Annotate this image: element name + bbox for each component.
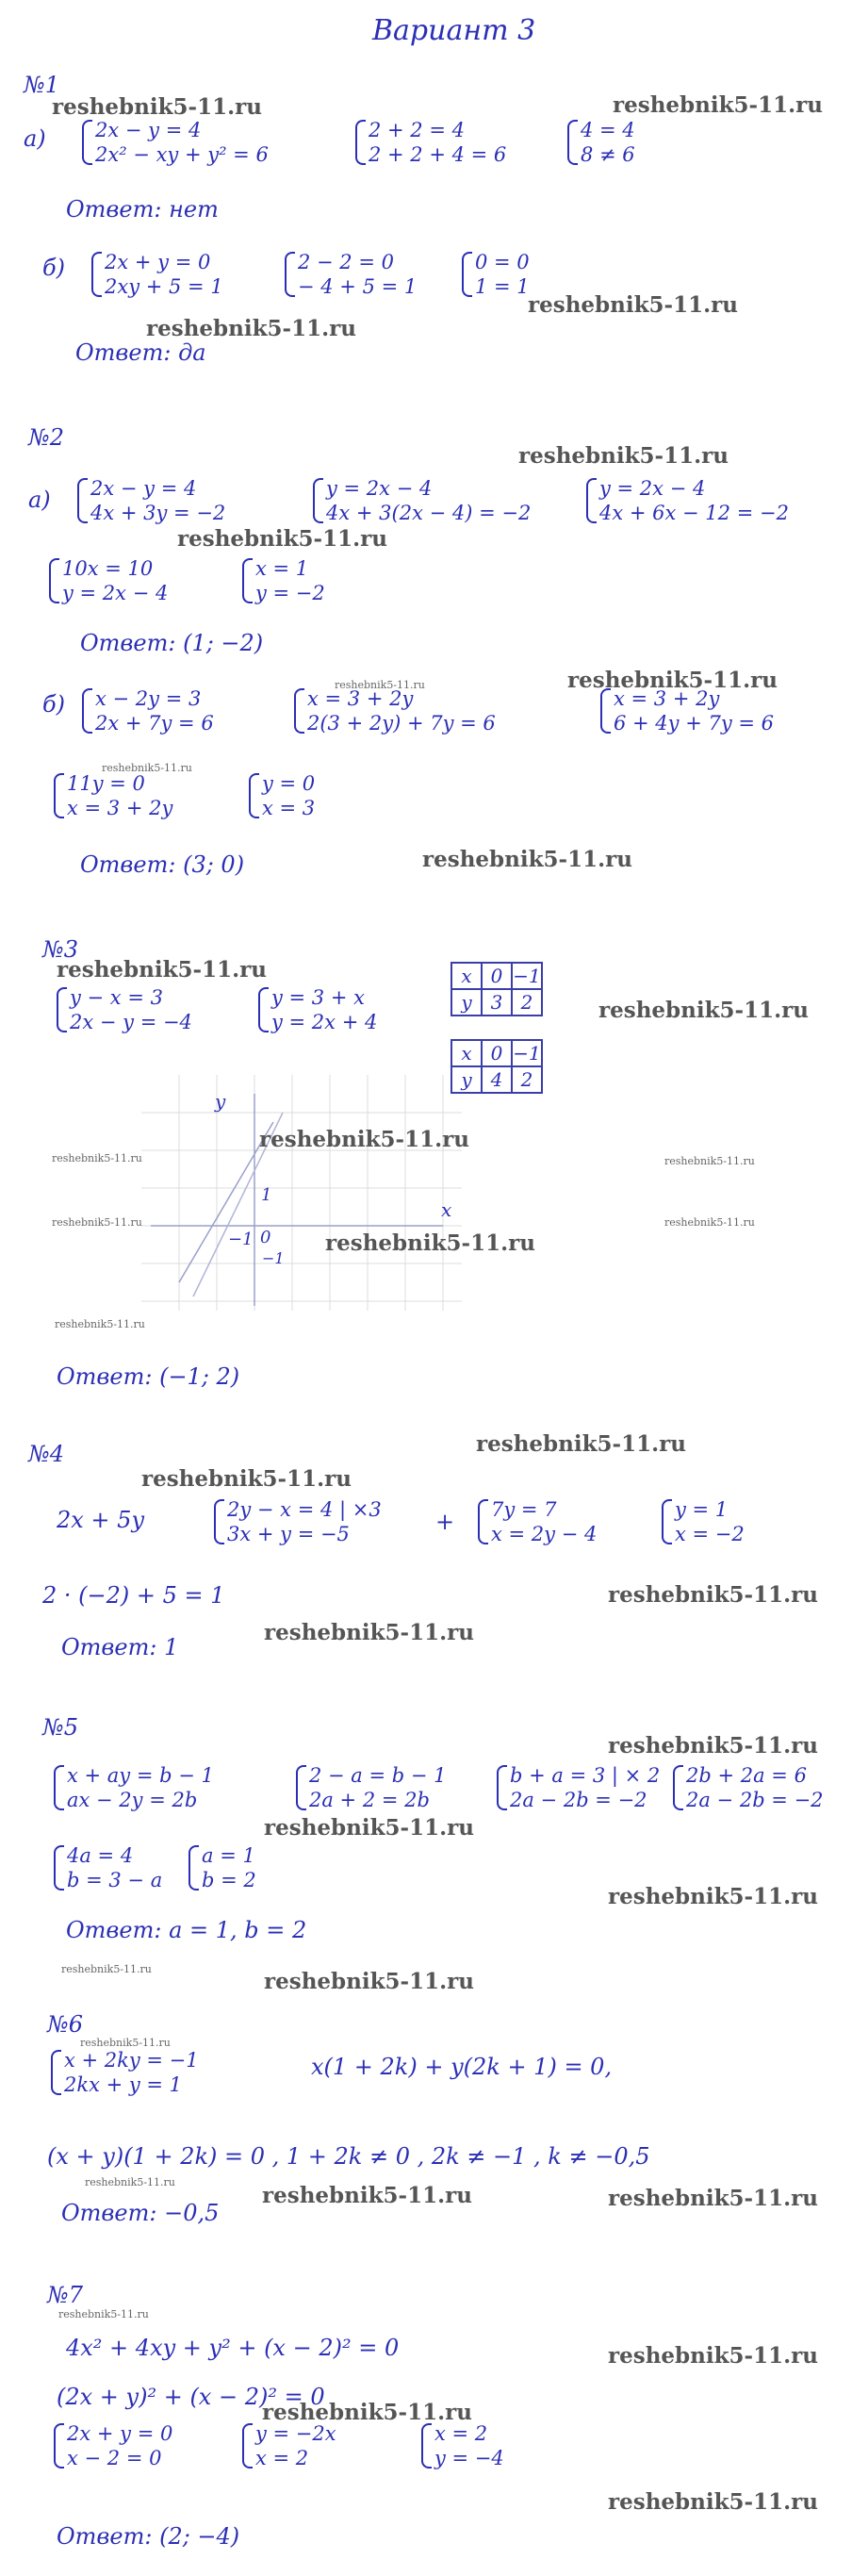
part-a-label: а) [28, 487, 51, 513]
watermark-small: reshebnik5-11.ru [58, 2308, 149, 2320]
watermark-small: reshebnik5-11.ru [664, 1155, 755, 1167]
part-b-label: б) [42, 255, 66, 281]
part-a-label: а) [24, 125, 46, 152]
system-3-1: y − x = 3 2x − y = −4 [55, 985, 192, 1034]
watermark: reshebnik5-11.ru [608, 2489, 818, 2515]
system-4-1: 2y − x = 4 | ×3 3x + y = −5 [212, 1497, 382, 1546]
watermark: reshebnik5-11.ru [325, 1230, 535, 1256]
system-2a-4: 10x = 10 y = 2x − 4 [47, 556, 168, 605]
problem-6-number: №6 [47, 2011, 83, 2038]
problem-5-number: №5 [42, 1714, 78, 1741]
answer-2a: Ответ: (1; −2) [80, 630, 264, 656]
graph-grid [141, 1075, 462, 1311]
origin-label: 0 [260, 1228, 271, 1247]
watermark: reshebnik5-11.ru [476, 1431, 686, 1457]
watermark: reshebnik5-11.ru [422, 847, 632, 872]
watermark: reshebnik5-11.ru [613, 92, 823, 118]
problem-7-number: №7 [47, 2282, 83, 2308]
part-b-label: б) [42, 691, 66, 718]
watermark-small: reshebnik5-11.ru [85, 2176, 175, 2188]
system-3-2: y = 3 + x y = 2x + 4 [256, 985, 377, 1034]
equation-line-2: (x + y)(1 + 2k) = 0 , 1 + 2k ≠ 0 , 2k ≠ −1 , k ≠ −0,5 [47, 2143, 650, 2170]
system-5-3: b + a = 3 | × 2 2a − 2b = −2 [495, 1763, 660, 1812]
watermark-small: reshebnik5-11.ru [52, 1152, 142, 1164]
answer-2b: Ответ: (3; 0) [80, 851, 245, 878]
system-1a-3: 4 = 4 8 ≠ 6 [565, 118, 635, 167]
problem-3-number: №3 [42, 936, 78, 963]
system-4-2: 7y = 7 x = 2y − 4 [476, 1497, 597, 1546]
system-2b-2: x = 3 + 2y 2(3 + 2y) + 7y = 6 [292, 686, 496, 735]
watermark-small: reshebnik5-11.ru [52, 1216, 142, 1229]
watermark: reshebnik5-11.ru [146, 316, 356, 341]
system-4-3: y = 1 x = −2 [660, 1497, 745, 1546]
x-axis-label: x [441, 1198, 452, 1221]
equation-line-1: x(1 + 2k) + y(2k + 1) = 0, [311, 2054, 613, 2080]
watermark: reshebnik5-11.ru [264, 1620, 474, 1645]
answer-1a: Ответ: нет [66, 196, 219, 223]
system-1b-3: 0 = 0 1 = 1 [460, 250, 530, 299]
watermark: reshebnik5-11.ru [528, 292, 738, 318]
system-7-1: 2x + y = 0 x − 2 = 0 [52, 2421, 172, 2470]
answer-5: Ответ: a = 1, b = 2 [66, 1917, 307, 1943]
watermark: reshebnik5-11.ru [259, 1127, 469, 1152]
answer-6: Ответ: −0,5 [61, 2200, 220, 2226]
expression: 2x + 5y [57, 1507, 144, 1533]
answer-4: Ответ: 1 [61, 1634, 179, 1660]
system-7-2: y = −2x x = 2 [240, 2421, 336, 2470]
watermark: reshebnik5-11.ru [518, 443, 729, 469]
system-2b-5: y = 0 x = 3 [247, 771, 315, 820]
answer-1b: Ответ: да [75, 339, 206, 366]
system-5-4: 2b + 2a = 6 2a − 2b = −2 [671, 1763, 824, 1812]
plus-sign: + [435, 1509, 455, 1535]
system-5-2: 2 − a = b − 1 2a + 2 = 2b [294, 1763, 447, 1812]
answer-7: Ответ: (2; −4) [57, 2523, 240, 2550]
problem-1-number: №1 [24, 72, 59, 98]
values-table-1: x 0 −1 y 3 2 [451, 962, 543, 1016]
variant-title: Вариант 3 [372, 14, 536, 47]
equation-line-1: 4x² + 4xy + y² + (x − 2)² = 0 [66, 2335, 400, 2361]
system-2b-1: x − 2y = 3 2x + 7y = 6 [80, 686, 214, 735]
system-2b-3: x = 3 + 2y 6 + 4y + 7y = 6 [598, 686, 774, 735]
system-1a-2: 2 + 2 = 4 2 + 2 + 4 = 6 [353, 118, 506, 167]
watermark: reshebnik5-11.ru [264, 1815, 474, 1841]
watermark: reshebnik5-11.ru [262, 2400, 472, 2425]
watermark: reshebnik5-11.ru [52, 94, 262, 120]
system-7-3: x = 2 y = −4 [419, 2421, 504, 2470]
problem-2-number: №2 [28, 424, 64, 451]
answer-3: Ответ: (−1; 2) [57, 1363, 240, 1390]
system-1a-1: 2x − y = 4 2x² − xy + y² = 6 [80, 118, 269, 167]
tick-label: 1 [261, 1185, 272, 1205]
system-1b-1: 2x + y = 0 2xy + 5 = 1 [90, 250, 223, 299]
watermark-small: reshebnik5-11.ru [664, 1216, 755, 1229]
watermark: reshebnik5-11.ru [608, 2186, 818, 2211]
watermark-small: reshebnik5-11.ru [335, 679, 425, 691]
equation-line-2: (2x + y)² + (x − 2)² = 0 [57, 2384, 325, 2410]
watermark-small: reshebnik5-11.ru [61, 1963, 152, 1975]
values-table-2: x 0 −1 y 4 2 [451, 1039, 543, 1094]
watermark-small: reshebnik5-11.ru [55, 1318, 145, 1330]
system-2a-3: y = 2x − 4 4x + 6x − 12 = −2 [584, 476, 789, 525]
system-2a-1: 2x − y = 4 4x + 3y = −2 [75, 476, 225, 525]
system-2a-2: y = 2x − 4 4x + 3(2x − 4) = −2 [311, 476, 531, 525]
coordinate-graph [141, 1075, 462, 1311]
watermark: reshebnik5-11.ru [57, 957, 267, 983]
tick-label: −1 [228, 1230, 254, 1249]
y-axis-label: y [215, 1090, 226, 1113]
watermark: reshebnik5-11.ru [567, 668, 778, 693]
watermark: reshebnik5-11.ru [264, 1969, 474, 1994]
watermark: reshebnik5-11.ru [608, 1582, 818, 1608]
watermark: reshebnik5-11.ru [262, 2183, 472, 2208]
problem-4-number: №4 [28, 1441, 64, 1467]
watermark: reshebnik5-11.ru [141, 1466, 352, 1492]
watermark: reshebnik5-11.ru [608, 1884, 818, 1909]
system-2a-5: x = 1 y = −2 [240, 556, 325, 605]
system-2b-4: 11y = 0 x = 3 + 2y [52, 771, 172, 820]
watermark: reshebnik5-11.ru [608, 1733, 818, 1759]
watermark: reshebnik5-11.ru [177, 526, 387, 552]
watermark: reshebnik5-11.ru [608, 2343, 818, 2369]
watermark-small: reshebnik5-11.ru [80, 2037, 171, 2049]
watermark-small: reshebnik5-11.ru [102, 762, 192, 774]
system-6-1: x + 2ky = −1 2kx + y = 1 [49, 2048, 199, 2097]
tick-label: −1 [262, 1249, 285, 1267]
system-1b-2: 2 − 2 = 0 − 4 + 5 = 1 [283, 250, 417, 299]
system-5-5: 4a = 4 b = 3 − a [52, 1843, 162, 1892]
system-5-6: a = 1 b = 2 [187, 1843, 256, 1892]
system-5-1: x + ay = b − 1 ax − 2y = 2b [52, 1763, 214, 1812]
watermark: reshebnik5-11.ru [598, 998, 809, 1023]
check-line: 2 · (−2) + 5 = 1 [42, 1582, 225, 1609]
